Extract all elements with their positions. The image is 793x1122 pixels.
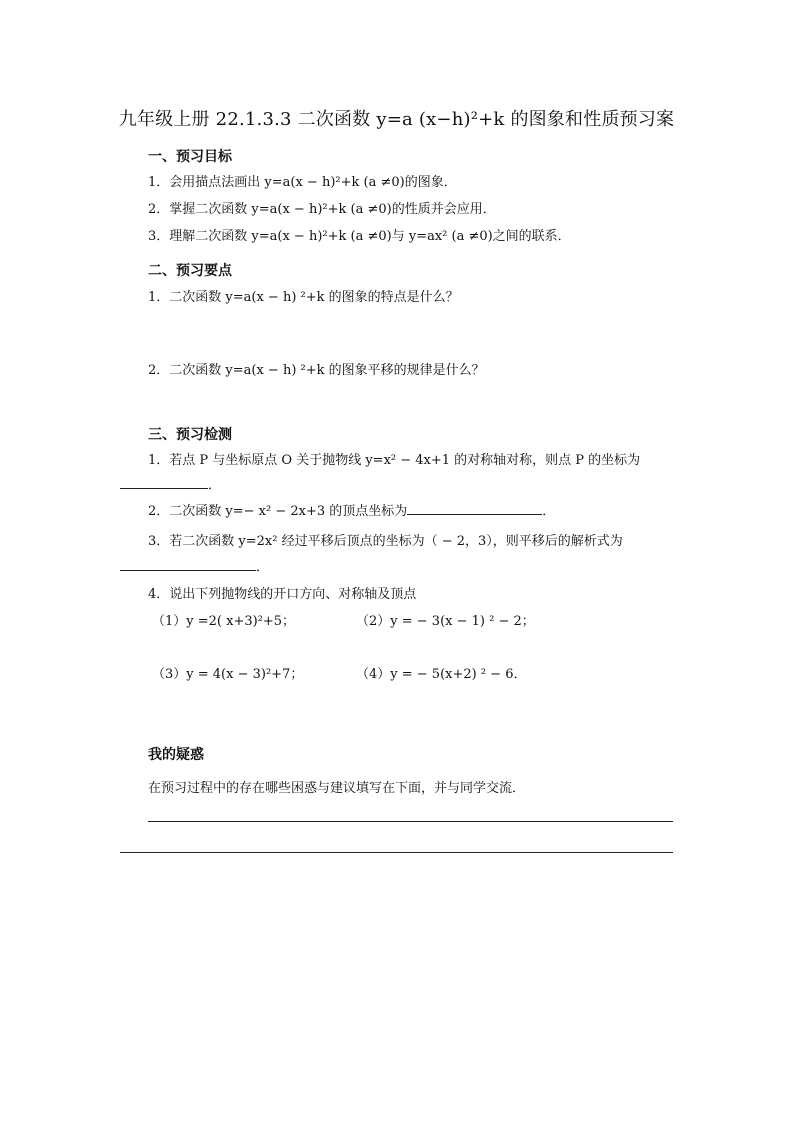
check-question-2 <box>148 500 555 519</box>
page-title: 九年级上册 22.1.3.3 二次函数 y=a (x−h)²+k 的图象和性质预习案 <box>118 109 675 130</box>
question-1-end-mark: ． <box>208 478 222 493</box>
section-heading-doubts: 我的疑惑 <box>148 747 204 763</box>
q4-sub-item-3: （3）y = 4(x − 3)²+7； <box>152 667 304 682</box>
check-question-4: 4．说出下列抛物线的开口方向、对称轴及顶点 <box>148 587 417 602</box>
writing-line[interactable] <box>148 821 673 822</box>
check-question-3-answer-line <box>120 556 269 575</box>
answer-blank[interactable] <box>120 476 208 489</box>
q4-sub-item-1: （1）y =2( x+3)²+5； <box>152 614 296 629</box>
goal-item-2: 2．掌握二次函数 y=a(x − h)²+k (a ≠0)的性质并会应用． <box>148 202 496 217</box>
goal-item-3: 3．理解二次函数 y=a(x − h)²+k (a ≠0)与 y=ax² (a ≠0)之间的联系． <box>148 229 571 244</box>
writing-line[interactable] <box>120 852 673 853</box>
check-question-3: 3．若二次函数 y=2x² 经过平移后顶点的坐标为（ − 2，3），则平移后的解析式为 <box>148 534 623 549</box>
check-question-1: 1．若点 P 与坐标原点 O 关于抛物线 y=x² − 4x+1 的对称轴对称，则点 P 的坐标为 <box>148 453 641 468</box>
question-2-end-mark: ． <box>542 504 556 519</box>
section-heading-check: 三、预习检测 <box>148 427 232 443</box>
section-heading-points: 二、预习要点 <box>148 263 232 279</box>
section-heading-goals: 一、预习目标 <box>148 149 232 165</box>
q4-sub-item-2: （2）y = − 3(x − 1) ² − 2； <box>356 614 535 629</box>
point-item-1: 1．二次函数 y=a(x − h) ²+k 的图象的特点是什么？ <box>148 290 459 305</box>
point-item-2: 2．二次函数 y=a(x − h) ²+k 的图象平移的规律是什么？ <box>148 363 485 378</box>
answer-blank[interactable] <box>120 558 256 571</box>
question-3-end-mark: ． <box>256 560 270 575</box>
check-question-1-answer-line <box>120 474 221 493</box>
q4-sub-item-4: （4）y = − 5(x+2) ² − 6． <box>356 667 527 682</box>
doubts-instruction: 在预习过程中的存在哪些困惑与建议填写在下面，并与同学交流． <box>148 781 526 796</box>
goal-item-1: 1．会用描点法画出 y=a(x − h)²+k (a ≠0)的图象． <box>148 175 457 190</box>
answer-blank[interactable] <box>407 502 542 515</box>
question-2-text: 2．二次函数 y=− x² − 2x+3 的顶点坐标为 <box>148 504 408 519</box>
